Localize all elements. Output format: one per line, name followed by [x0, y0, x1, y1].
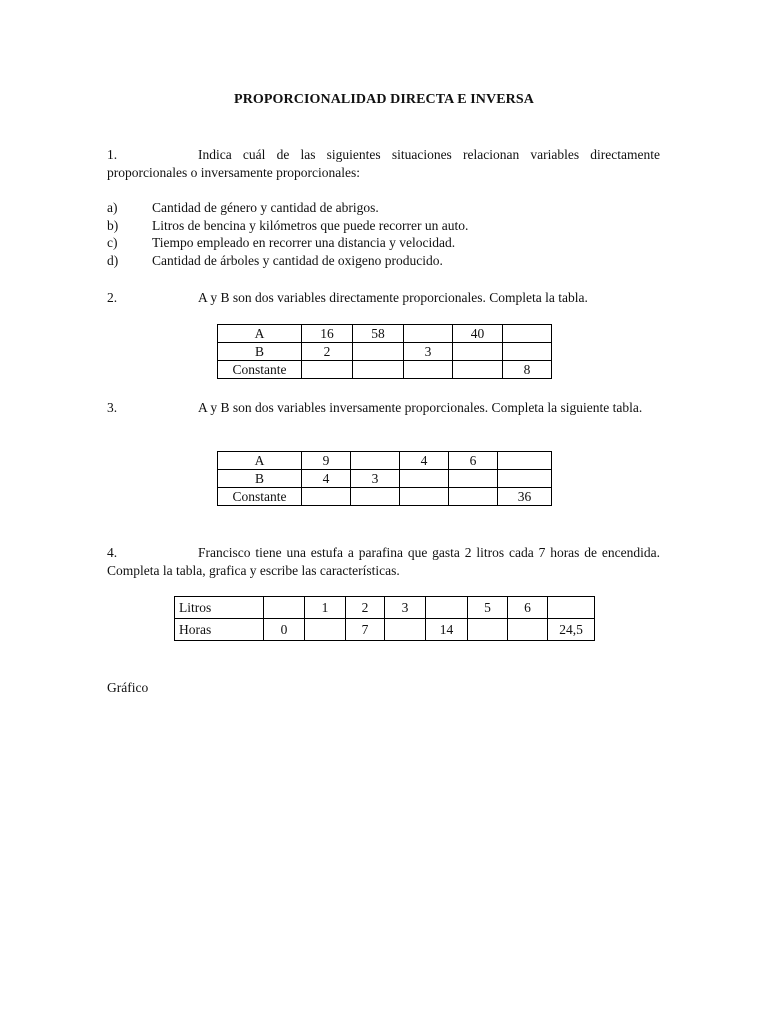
table-cell: B	[218, 343, 302, 361]
table-cell: 3	[404, 343, 453, 361]
table-row	[218, 361, 552, 379]
table-row	[218, 343, 552, 361]
table-cell	[498, 470, 552, 488]
table-cell	[305, 619, 346, 641]
list-item: c) Tiempo empleado en recorrer una distancia y velocidad.	[107, 235, 456, 250]
list-item: a) Cantidad de género y cantidad de abrigos.	[107, 200, 379, 215]
table-row	[218, 452, 552, 470]
question-1-text: Indica cuál de las siguientes situaciones relacionan variables directamente proporcionales o inversamente proporcionales:	[107, 147, 660, 180]
table-cell: 4	[400, 452, 449, 470]
question-1-options	[107, 199, 667, 269]
table-row	[218, 325, 552, 343]
question-3-number: 3.	[107, 400, 118, 415]
question-1-number: 1.	[107, 147, 118, 162]
table-cell	[404, 361, 453, 379]
table-cell	[453, 343, 503, 361]
list-item: b) Litros de bencina y kilómetros que puede recorrer un auto.	[107, 217, 469, 233]
table-cell: 0	[264, 619, 305, 641]
table-cell	[468, 619, 508, 641]
table-cell	[351, 452, 400, 470]
table-cell	[353, 361, 404, 379]
table-cell	[453, 361, 503, 379]
table-cell: Litros	[175, 597, 264, 619]
page-title: PROPORCIONALIDAD DIRECTA E INVERSA	[234, 92, 534, 107]
table-cell: 3	[385, 597, 426, 619]
table-cell: 1	[305, 597, 346, 619]
list-item: d) Cantidad de árboles y cantidad de oxigeno producido.	[107, 252, 443, 268]
table-cell: 8	[503, 361, 552, 379]
table-cell: Horas	[175, 619, 264, 641]
table-cell: 36	[498, 488, 552, 506]
table-cell: 5	[468, 597, 508, 619]
table-cell: 6	[508, 597, 548, 619]
table-row	[175, 597, 595, 619]
table-cell	[404, 325, 453, 343]
table-cell: 2	[346, 597, 385, 619]
table-cell	[302, 488, 351, 506]
table-cell: 6	[449, 452, 498, 470]
table-cell	[400, 470, 449, 488]
table-cell: A	[218, 325, 302, 343]
table-cell	[351, 488, 400, 506]
table-cell	[353, 343, 404, 361]
table-cell	[400, 488, 449, 506]
table-row	[218, 470, 552, 488]
table-cell	[449, 470, 498, 488]
table-cell	[498, 452, 552, 470]
table-cell	[449, 488, 498, 506]
table-cell	[426, 597, 468, 619]
question-3	[107, 399, 660, 417]
table-cell: 7	[346, 619, 385, 641]
table-cell	[302, 361, 353, 379]
table-cell	[503, 325, 552, 343]
question-4	[107, 544, 660, 580]
question-4-number: 4.	[107, 545, 118, 560]
question-3-text: A y B son dos variables inversamente proporcionales. Completa la siguiente tabla.	[198, 400, 643, 415]
table-cell	[385, 619, 426, 641]
question-2-text: A y B son dos variables directamente proporcionales. Completa la tabla.	[198, 290, 588, 305]
table-cell: Constante	[218, 361, 302, 379]
graph-label: Gráfico	[107, 680, 149, 695]
table-cell: 24,5	[548, 619, 595, 641]
table-cell: A	[218, 452, 302, 470]
table-cell: 58	[353, 325, 404, 343]
table-cell: Constante	[218, 488, 302, 506]
table-cell: 2	[302, 343, 353, 361]
table-cell: 9	[302, 452, 351, 470]
table-row	[175, 619, 595, 641]
table-cell: 14	[426, 619, 468, 641]
table-cell	[264, 597, 305, 619]
table-cell: 3	[351, 470, 400, 488]
table-cell: 40	[453, 325, 503, 343]
question-2-number: 2.	[107, 290, 118, 305]
table-cell	[503, 343, 552, 361]
table-cell: 4	[302, 470, 351, 488]
question-1	[107, 146, 660, 182]
table-cell: 16	[302, 325, 353, 343]
inverse-proportion-table	[217, 451, 552, 506]
question-4-text: Francisco tiene una estufa a parafina que gasta 2 litros cada 7 horas de encendida. Completa la tabla, grafica y escribe las características.	[107, 545, 660, 578]
table-row	[218, 488, 552, 506]
table-cell	[548, 597, 595, 619]
direct-proportion-table	[217, 324, 552, 379]
table-cell: B	[218, 470, 302, 488]
heater-table	[174, 596, 595, 641]
table-cell	[508, 619, 548, 641]
question-2	[107, 289, 660, 307]
